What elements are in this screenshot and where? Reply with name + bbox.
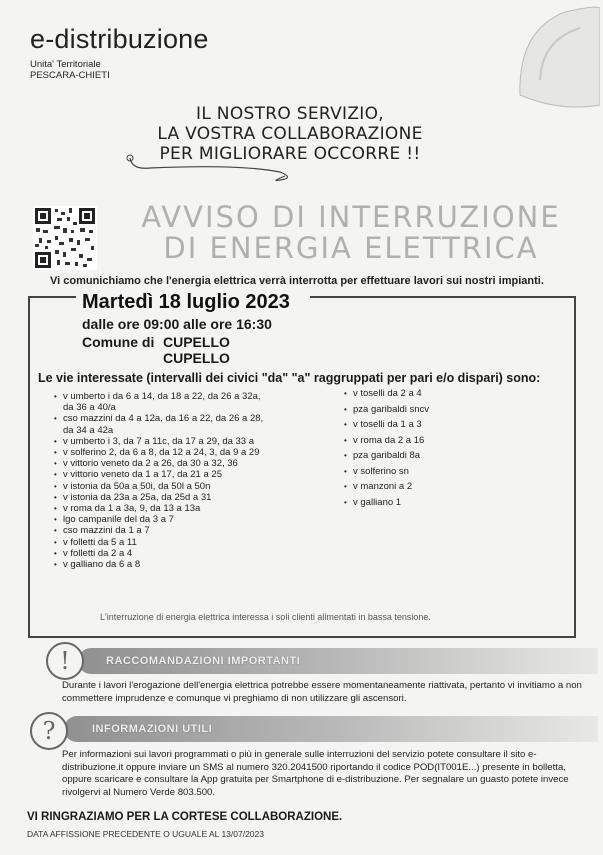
bullet-icon: • [54, 459, 57, 469]
recommendations-heading: RACCOMANDAZIONI IMPORTANTI [106, 655, 301, 667]
street-text: v folletti da 2 a 4 [63, 547, 133, 559]
comune-name-2: CUPELLO [163, 350, 230, 366]
info-band [64, 716, 598, 742]
street-item [53, 425, 343, 436]
frame-top-right [310, 296, 574, 298]
street-item [343, 388, 563, 399]
bullet-icon: • [54, 414, 57, 424]
question-icon: ? [30, 712, 68, 750]
bullet-icon: • [344, 420, 347, 429]
outage-hours: dalle ore 09:00 alle ore 16:30 [82, 316, 272, 332]
street-item [53, 548, 343, 559]
street-text: v istonia da 50a a 50i, da 50l a 50n [63, 480, 211, 492]
street-text: lgo campanile del da 3 a 7 [63, 514, 174, 526]
thanks-text: VI RINGRAZIAMO PER LA CORTESE COLLABORAZIONE. [27, 811, 343, 823]
streets-list-left [53, 391, 343, 570]
street-text: pza garibaldi sncv [353, 403, 430, 415]
warning-icon: ! [46, 642, 84, 680]
street-item [53, 492, 343, 503]
bullet-icon: • [344, 451, 347, 460]
bullet-icon: • [344, 404, 347, 414]
slogan-line2: LA VOSTRA COLLABORAZIONE [157, 124, 423, 144]
street-text: v solferino sn [353, 465, 409, 477]
street-item [53, 413, 343, 424]
frame-left [28, 296, 30, 636]
helmet-icon [500, 0, 600, 110]
street-text: cso mazzini da 1 a 7 [63, 525, 150, 537]
unit-line2: PESCARA-CHIETI [30, 70, 110, 81]
notice-title-line2: DI ENERGIA ELETTRICA [163, 231, 539, 265]
logo: e-distribuzione [30, 24, 209, 54]
street-item [343, 450, 563, 461]
street-item [53, 447, 343, 458]
street-text: v vittorio veneto da 2 a 26, da 30 a 32, 36 [63, 458, 238, 470]
recommendations-band [78, 648, 598, 674]
slogan-line1: IL NOSTRO SERVIZIO, [196, 104, 384, 124]
street-text: pza garibaldi 8a [353, 450, 421, 461]
bullet-icon: • [54, 481, 57, 491]
street-item [343, 497, 563, 508]
street-text: v folletti da 5 a 11 [63, 536, 137, 548]
street-text: cso mazzini da 4 a 12a, da 16 a 22, da 26 a 28, [63, 413, 264, 425]
street-text: v umberto i da 6 a 14, da 18 a 22, da 26 a 32a, [63, 391, 261, 402]
street-item [343, 481, 563, 492]
street-text: v vittorio veneto da 1 a 17, da 21 a 25 [63, 469, 222, 481]
street-item [53, 458, 343, 469]
street-item [53, 514, 343, 525]
bullet-icon: • [344, 482, 347, 491]
street-text: da 36 a 40/a [63, 402, 116, 414]
street-item [343, 419, 563, 430]
bullet-icon: • [344, 435, 347, 445]
street-item [53, 559, 343, 570]
streets-heading: Le vie interessate (intervalli dei civici "da" "a" raggruppati per pari e/o dispari) sono: [38, 371, 541, 385]
streets-list-right [343, 388, 563, 512]
recommendations-text: Durante i lavori l'erogazione dell'energia elettrica potrebbe essere momentaneamente riattivata, pertanto vi invitiamo a non commettere imprudenze e comunque vi preghiamo di non utilizzare gli ascensori. [62, 680, 582, 704]
street-item [53, 436, 343, 447]
low-voltage-note: L'interruzione di energia elettrica interessa i soli clienti alimentati in bassa tensione. [100, 612, 431, 622]
bullet-icon: • [344, 497, 347, 507]
bullet-icon: • [54, 470, 57, 480]
street-text: v roma da 1 a 3a, 9, da 13 a 13a [63, 503, 201, 515]
street-text: v toselli da 1 a 3 [353, 419, 422, 430]
bullet-icon: • [54, 515, 57, 525]
bullet-icon: • [54, 504, 57, 514]
frame-bottom [28, 636, 576, 638]
bullet-icon: • [54, 548, 57, 558]
outage-date: Martedì 18 luglio 2023 [82, 291, 290, 313]
unit-info [30, 59, 110, 81]
frame-right [574, 296, 576, 636]
unit-line1: Unita' Territoriale [30, 59, 101, 70]
qr-code [33, 206, 97, 270]
slogan-line3: PER MIGLIORARE OCCORRE !! [159, 144, 421, 164]
street-text: v umberto i 3, da 7 a 11c, da 17 a 29, da 33 a [63, 435, 255, 447]
bullet-icon: • [344, 466, 347, 476]
bullet-icon: • [54, 560, 57, 570]
bullet-icon: • [54, 436, 57, 446]
street-item [53, 481, 343, 492]
bullet-icon: • [54, 537, 57, 547]
street-item [343, 404, 563, 415]
street-item [343, 466, 563, 477]
street-text: da 34 a 42a [63, 424, 114, 436]
plug-squiggle-icon [120, 152, 420, 192]
street-item [53, 537, 343, 548]
street-text: v toselli da 2 a 4 [353, 388, 422, 399]
bullet-icon: • [54, 492, 57, 502]
frame-top-left [28, 296, 76, 298]
street-item [53, 469, 343, 480]
street-text: v istonia da 23a a 25a, da 25d a 31 [63, 491, 212, 503]
bullet-icon: • [344, 389, 347, 398]
street-text: v roma da 2 a 16 [353, 434, 425, 446]
info-heading: INFORMAZIONI UTILI [92, 723, 213, 735]
street-item [53, 402, 343, 413]
bullet-icon: • [54, 526, 57, 536]
street-text: v manzoni a 2 [353, 481, 413, 492]
street-text: v galliano da 6 a 8 [63, 559, 141, 571]
affix-date: DATA AFFISSIONE PRECEDENTE O UGUALE AL 13/07/2023 [27, 829, 264, 839]
bullet-icon: • [54, 448, 57, 458]
street-text: v solferino 2, da 6 a 8, da 12 a 24, 3, da 9 a 29 [63, 447, 260, 459]
street-item [53, 503, 343, 514]
street-item [53, 525, 343, 536]
street-item [343, 435, 563, 446]
street-item [53, 391, 343, 402]
notice-subtitle: Vi comunichiamo che l'energia elettrica verrà interrotta per effettuare lavori sui nostri impianti. [50, 275, 544, 287]
bullet-icon: • [54, 392, 57, 401]
notice-title [106, 202, 596, 264]
info-text: Per informazioni sui lavori programmati o più in generale sulle interruzioni del servizio potete consultare il sito e-distribuzione.it oppure inviare un SMS al numero 320.2041500 riportando il codice POD(IT001E...) presente in bolletta, oppure scaricare e consultare la App gratuita per Smartphone di e-distribuzione. Per segnalare un guasto potete invece rivolgervi al Numero Verde 803.500. [62, 749, 569, 798]
street-text: v galliano 1 [353, 496, 402, 508]
comune-label: Comune di [82, 334, 155, 350]
comune-name-1: CUPELLO [163, 334, 230, 350]
notice-title-line1: AVVISO DI INTERRUZIONE [141, 200, 561, 234]
